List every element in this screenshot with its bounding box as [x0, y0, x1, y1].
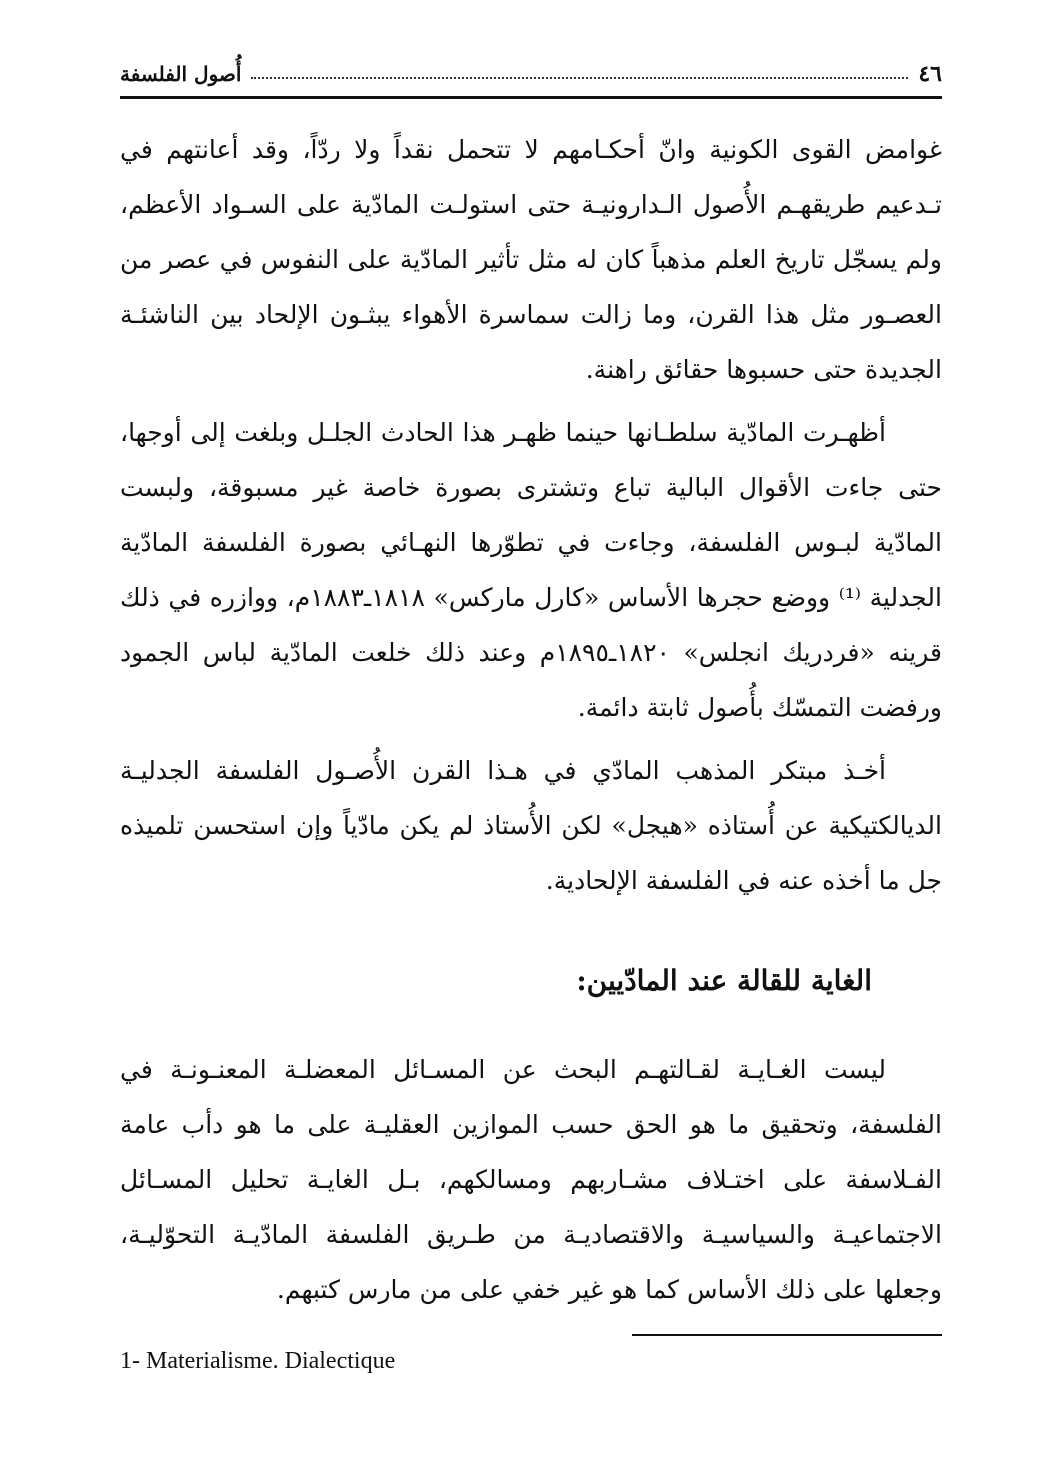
dotted-leader — [251, 77, 908, 79]
page-number: ٤٦ — [918, 61, 942, 87]
header-rule — [120, 96, 942, 99]
footnote: 1- Materialisme. Dialectique — [120, 1348, 396, 1374]
paragraph-4: ليست الغـايـة لقـالتهـم البحث عن المسـائل المعضلـة المعنـونـة في الفلسفة، وتحقيق ما هو الحق حسب الموازين العقليـة على ما هو دأب عامة الفـلاسفة على اختـلاف مشـاربهم ومسالكهم، بـل الغايـة تحليل المسـائل الاجتماعيـة والسياسيـة والاقتصاديـة من طـريق الفلسفة المادّيـة التحوّليـة، وجعلها على ذلك الأساس كما هو غير خفي على من مارس كتبهم. — [120, 1055, 942, 1304]
section-heading: الغاية للقالة عند المادّيين: — [576, 964, 872, 997]
paragraph-2: أظهـرت المادّية سلطـانها حينما ظهـر هذا الحادث الجلـل وبلغت إلى أوجها، حتى جاءت الأقوال البالية تباع وتشترى بصورة خاصة غير مسبوقة، ولبست المادّية لبـوس الفلسفة، وجاءت في تطوّرها النهـائي بصورة الفلسفة المادّية الجدلية ⁽¹⁾ ووضع حجرها الأساس «كارل ماركس» ١٨١٨ـ١٨٨٣م، ووازره في ذلك قرينه «فردريك انجلس» ١٨٢٠ـ١٨٩٥م وعند ذلك خلعت المادّية لباس الجمود ورفضت التمسّك بأُصول ثابتة دائمة. — [120, 418, 942, 722]
running-header — [120, 58, 942, 90]
paragraph-1: غوامض القوى الكونية وانّ أحكـامهم لا تتحمل نقداً ولا ردّاً، وقد أعانتهم في تـدعيم طريقهـم الأُصول الـدارونيـة حتى استولـت المادّية على السـواد الأعظم، ولم يسجّل تاريخ العلم مذهباً كان له مثل تأثير المادّية على النفوس في عصر من العصـور مثل هذا القرن، وما زالت سماسرة الأهواء يبثـون الإلحاد بين الناشئـة الجديدة حتى حسبوها حقائق راهنة. — [120, 135, 942, 384]
footnote-rule — [632, 1334, 942, 1336]
running-title: أُصول الفلسفة — [120, 62, 242, 86]
paragraph-3: أخـذ مبتكر المذهب المادّي في هـذا القرن الأُصـول الفلسفة الجدليـة الديالكتيكية عن أُستاذه «هيجل» لكن الأُستاذ لم يكن مادّياً وإن استحسن تلميذه جل ما أخذه عنه في الفلسفة الإلحادية. — [120, 756, 942, 895]
page-body — [120, 122, 942, 1317]
